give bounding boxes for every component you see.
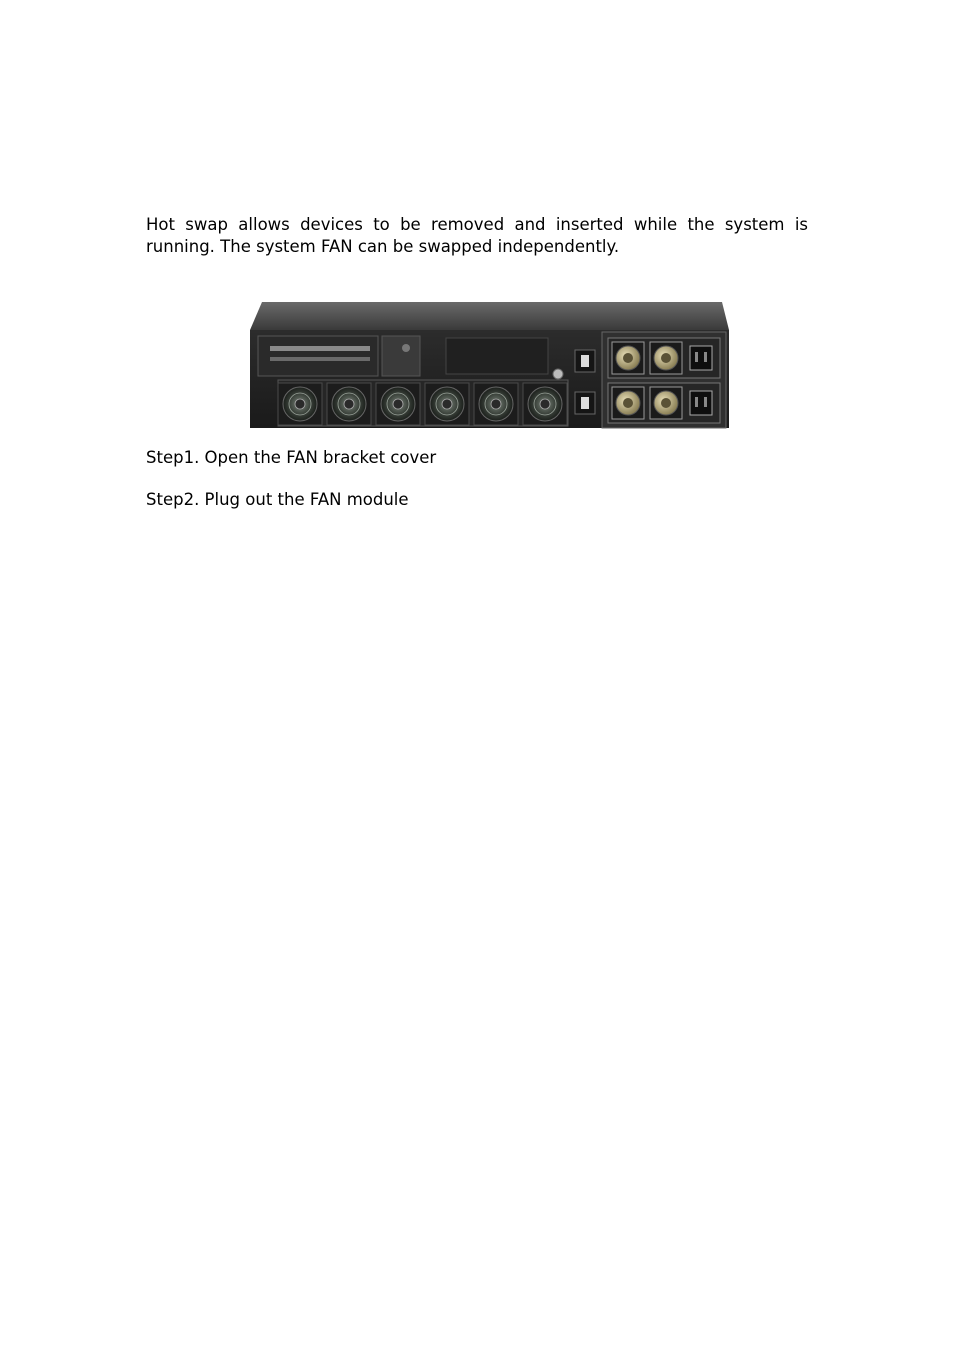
power-switch-top (581, 355, 589, 367)
power-inlet-icon (690, 391, 712, 415)
expansion-slot-panel (258, 336, 378, 376)
step-2-text: Step2. Plug out the FAN module (146, 490, 409, 509)
blank-cover (446, 338, 548, 374)
step-1-text: Step1. Open the FAN bracket cover (146, 448, 437, 467)
server-rear-panel-icon (250, 300, 729, 430)
server-rear-panel-image (250, 300, 729, 430)
power-switch-bottom (581, 397, 589, 409)
intro-paragraph: Hot swap allows devices to be removed and inserted while the system is running. The system FAN can be swapped independently. (146, 215, 808, 256)
chassis-top (250, 302, 729, 330)
power-inlet-icon (690, 346, 712, 370)
expansion-slot (270, 346, 370, 351)
bracket-latch (382, 336, 420, 376)
